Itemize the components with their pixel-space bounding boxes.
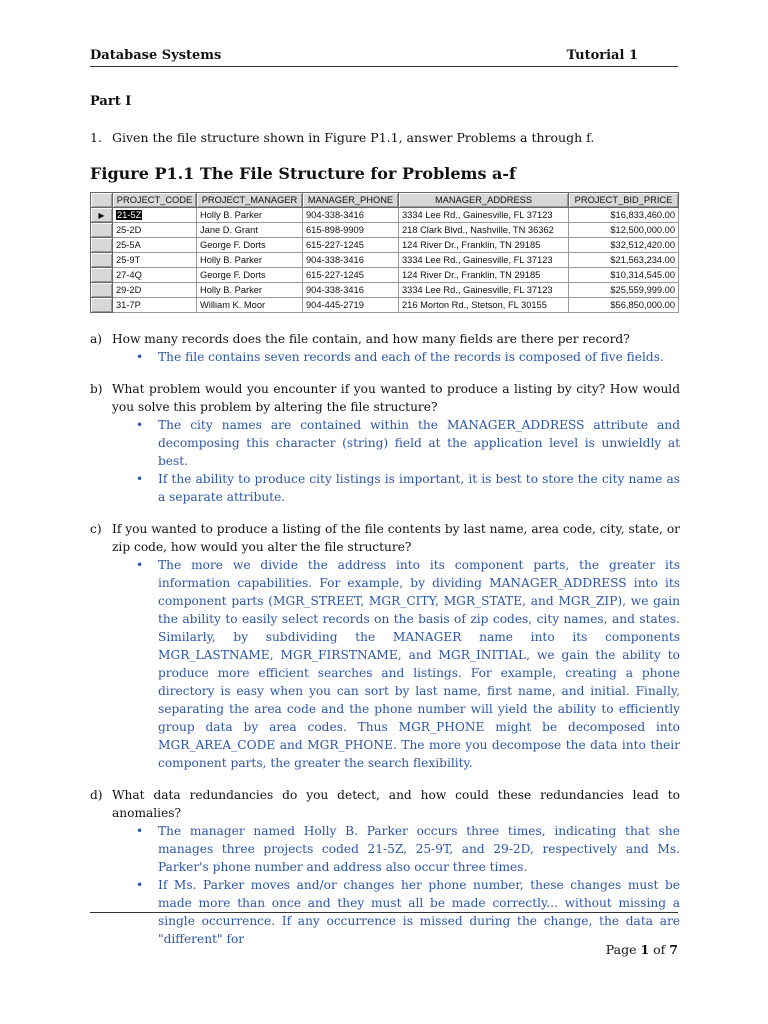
question-label: c) xyxy=(90,522,102,536)
cell-value: $56,850,000.00 xyxy=(610,300,675,310)
question-block xyxy=(90,380,680,506)
table-cell[interactable] xyxy=(399,238,569,253)
table-cell[interactable] xyxy=(303,268,399,283)
row-selector-header xyxy=(91,193,113,208)
table-cell[interactable] xyxy=(113,223,197,238)
row-selector[interactable] xyxy=(91,238,113,253)
answer-text: If Ms. Parker moves and/or changes her phone number, these changes must be made more than once and they must all be made correctly... without missing a single occurrence. If any occurrence is missed during the change, the data are "different" for xyxy=(158,878,680,946)
answer-list xyxy=(90,556,680,772)
table-cell[interactable] xyxy=(399,298,569,313)
cell-value: $16,833,460.00 xyxy=(610,210,675,220)
table-cell[interactable] xyxy=(569,223,679,238)
table-row[interactable] xyxy=(91,208,679,223)
table-cell[interactable] xyxy=(303,208,399,223)
table-cell[interactable] xyxy=(113,208,197,223)
cell-value: Jane D. Grant xyxy=(200,225,258,235)
column-header[interactable]: MANAGER_PHONE xyxy=(303,193,399,208)
current-row-arrow-icon: ▶ xyxy=(98,211,105,220)
table-cell[interactable] xyxy=(197,253,303,268)
table-cell[interactable] xyxy=(113,268,197,283)
cell-value: Holly B. Parker xyxy=(200,255,262,265)
question-body: How many records does the file contain, and how many fields are there per record? xyxy=(112,332,630,346)
answer-item xyxy=(136,556,680,772)
questions-section xyxy=(90,330,680,948)
question-text xyxy=(90,330,680,348)
row-selector[interactable] xyxy=(91,268,113,283)
column-header[interactable]: PROJECT_BID_PRICE xyxy=(569,193,679,208)
row-selector[interactable] xyxy=(91,283,113,298)
page-footer xyxy=(606,942,678,957)
cell-value: $10,314,545.00 xyxy=(610,270,675,280)
problem-intro xyxy=(90,130,594,145)
cell-value: 29-2D xyxy=(116,285,142,295)
cell-value: George F. Dorts xyxy=(200,240,266,250)
table-row[interactable] xyxy=(91,268,679,283)
answer-item xyxy=(136,470,680,506)
question-label: d) xyxy=(90,788,103,802)
cell-value: 615-227-1245 xyxy=(306,270,364,280)
answer-text: The more we divide the address into its component parts, the greater its information capabilities. For example, by dividing MANAGER_ADDRESS into its component parts (MGR_STREET, MGR_CITY, MGR_STATE, and MGR_ZIP), we gain the ability to easily select records on the basis of zip codes, city names, and states. Similarly, by subdividing the MANAGER name into its components MGR_LASTNAME, MGR_FIRSTNAME, and MGR_INITIAL, we gain the ability to produce more efficient searches and listings. For example, creating a phone directory is easy when you can sort by last name, first name, and initial. Finally, separating the area code and the phone number will yield the ability to efficiently group data by area codes. Thus MGR_PHONE might be decomposed into MGR_AREA_CODE and MGR_PHONE. The more you decompose the data into their component parts, the greater the search flexibility. xyxy=(158,558,680,770)
table-cell[interactable] xyxy=(303,283,399,298)
question-body: What problem would you encounter if you wanted to produce a listing by city? How would you solve this problem by altering the file structure? xyxy=(112,382,680,414)
table-cell[interactable] xyxy=(399,208,569,223)
header-tutorial-label: Tutorial 1 xyxy=(566,48,638,63)
cell-value: $25,559,999.00 xyxy=(610,285,675,295)
cell-value: 3334 Lee Rd., Gainesville, FL 37123 xyxy=(402,210,553,220)
table-cell[interactable] xyxy=(197,298,303,313)
cell-value: 21-5Z xyxy=(117,210,142,220)
answer-item xyxy=(136,348,680,366)
table-cell[interactable] xyxy=(399,223,569,238)
cell-value: 27-4Q xyxy=(116,270,142,280)
page-word: Page xyxy=(605,942,637,957)
question-block xyxy=(90,330,680,366)
bullet-icon: • xyxy=(136,824,144,838)
cell-value: Holly B. Parker xyxy=(200,210,262,220)
table-cell[interactable] xyxy=(399,253,569,268)
cell-value: George F. Dorts xyxy=(200,270,266,280)
bullet-icon: • xyxy=(136,418,144,432)
cell-value: 904-338-3416 xyxy=(306,285,364,295)
row-selector[interactable] xyxy=(91,298,113,313)
table-cell[interactable] xyxy=(569,283,679,298)
question-body: If you wanted to produce a listing of the file contents by last name, area code, city, state, or zip code, how would you alter the file structure? xyxy=(112,522,680,554)
bullet-icon: • xyxy=(136,878,144,892)
table-row[interactable] xyxy=(91,253,679,268)
cell-value: $12,500,000.00 xyxy=(610,225,675,235)
column-header[interactable]: PROJECT_CODE xyxy=(113,193,197,208)
column-header[interactable]: MANAGER_ADDRESS xyxy=(399,193,569,208)
cell-value: 904-338-3416 xyxy=(306,255,364,265)
answer-item xyxy=(136,822,680,876)
answer-item xyxy=(136,416,680,470)
file-structure-table xyxy=(90,192,679,313)
problem-intro-text: Given the file structure shown in Figure P1.1, answer Problems a through f. xyxy=(112,130,595,145)
cell-value: 25-5A xyxy=(116,240,141,250)
answer-text: The file contains seven records and each of the records is composed of five fields. xyxy=(158,350,664,364)
table-row[interactable] xyxy=(91,283,679,298)
page-total: 7 xyxy=(669,942,678,957)
header-course-title: Database Systems xyxy=(90,48,222,63)
column-header[interactable]: PROJECT_MANAGER xyxy=(197,193,303,208)
part-heading: Part I xyxy=(90,94,132,109)
table-cell[interactable] xyxy=(303,223,399,238)
table-cell[interactable] xyxy=(197,238,303,253)
cell-value: 615-227-1245 xyxy=(306,240,364,250)
question-label: b) xyxy=(90,382,103,396)
answer-list xyxy=(90,822,680,948)
question-body: What data redundancies do you detect, and how could these redundancies lead to anomalies? xyxy=(112,788,680,820)
cell-value: 218 Clark Blvd., Nashville, TN 36362 xyxy=(402,225,554,235)
cell-value: 124 River Dr., Franklin, TN 29185 xyxy=(402,240,541,250)
page-header xyxy=(90,46,678,67)
cell-value: William K. Moor xyxy=(200,300,266,310)
bullet-icon: • xyxy=(136,558,144,572)
table-cell[interactable] xyxy=(569,253,679,268)
of-word: of xyxy=(653,942,666,957)
cell-value: 3334 Lee Rd., Gainesville, FL 37123 xyxy=(402,255,553,265)
cell-value: $32,512,420.00 xyxy=(610,240,675,250)
cell-value: 904-338-3416 xyxy=(306,210,364,220)
table-cell[interactable] xyxy=(113,283,197,298)
table-cell[interactable] xyxy=(303,253,399,268)
answer-text: The manager named Holly B. Parker occurs three times, indicating that she manages three projects coded 21-5Z, 25-9T, and 29-2D, respectively and Ms. Parker's phone number and address also occur three times. xyxy=(158,824,680,874)
table-cell[interactable] xyxy=(303,298,399,313)
table-cell[interactable] xyxy=(569,268,679,283)
table-row[interactable] xyxy=(91,238,679,253)
cell-value: Holly B. Parker xyxy=(200,285,262,295)
table-cell[interactable] xyxy=(197,268,303,283)
answer-list xyxy=(90,348,680,366)
problem-number: 1. xyxy=(90,130,102,145)
table-cell[interactable] xyxy=(569,298,679,313)
figure-title: Figure P1.1 The File Structure for Problems a-f xyxy=(90,164,516,183)
table-cell[interactable] xyxy=(197,208,303,223)
question-block xyxy=(90,786,680,948)
table-cell[interactable] xyxy=(569,238,679,253)
table-cell[interactable] xyxy=(303,238,399,253)
table-cell[interactable] xyxy=(569,208,679,223)
cell-value: 216 Morton Rd., Stetson, FL 30155 xyxy=(402,300,547,310)
table-cell[interactable] xyxy=(197,283,303,298)
page-number: 1 xyxy=(640,942,650,957)
bullet-icon: • xyxy=(136,472,144,486)
question-label: a) xyxy=(90,332,103,346)
table-row[interactable] xyxy=(91,223,679,238)
answer-text: The city names are contained within the MANAGER_ADDRESS attribute and decomposing this character (string) field at the application level is unwieldly at best. xyxy=(158,418,680,468)
answer-list xyxy=(90,416,680,506)
row-selector[interactable] xyxy=(91,253,113,268)
cell-value: 904-445-2719 xyxy=(306,300,364,310)
table-cell[interactable] xyxy=(113,238,197,253)
question-block xyxy=(90,520,680,772)
table-cell[interactable] xyxy=(399,268,569,283)
table-cell[interactable] xyxy=(197,223,303,238)
question-text xyxy=(90,380,680,416)
answer-text: If the ability to produce city listings is important, it is best to store the city name as a separate attribute. xyxy=(158,472,680,504)
table-cell[interactable] xyxy=(113,253,197,268)
table-row[interactable] xyxy=(91,298,679,313)
table-cell[interactable] xyxy=(113,298,197,313)
row-selector[interactable] xyxy=(91,223,113,238)
row-selector[interactable] xyxy=(91,208,113,223)
cell-value: $21,563,234.00 xyxy=(610,255,675,265)
table-header-row xyxy=(91,193,679,208)
cell-value: 3334 Lee Rd., Gainesville, FL 37123 xyxy=(402,285,553,295)
question-text xyxy=(90,520,680,556)
table-cell[interactable] xyxy=(399,283,569,298)
question-text xyxy=(90,786,680,822)
cell-value: 124 River Dr., Franklin, TN 29185 xyxy=(402,270,541,280)
footer-rule xyxy=(90,912,678,913)
cell-value: 615-898-9909 xyxy=(306,225,364,235)
cell-value: 25-2D xyxy=(116,225,142,235)
cell-value: 31-7P xyxy=(116,300,141,310)
bullet-icon: • xyxy=(136,350,144,364)
cell-value: 25-9T xyxy=(116,255,141,265)
